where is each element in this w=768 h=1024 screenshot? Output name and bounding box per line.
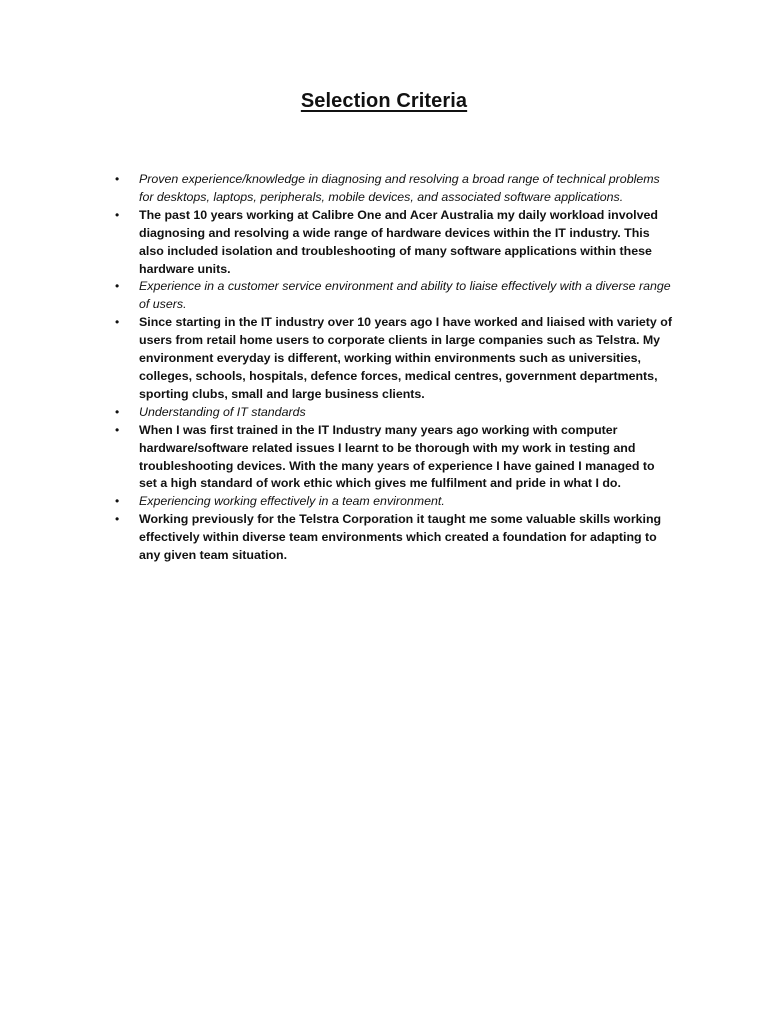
response-text: The past 10 years working at Calibre One and Acer Australia my daily workload involved diagnosing and resolving a wide range of hardware devices within the IT industry. This also included isolation and troubleshooting of many software applications within these hardware units. [139, 207, 658, 276]
list-item-response-2 [115, 314, 675, 404]
criterion-text: Experiencing working effectively in a team environment. [139, 494, 445, 509]
list-item-criterion-3 [115, 404, 675, 422]
bullet-icon: • [115, 172, 120, 186]
response-text: When I was first trained in the IT Industry many years ago working with computer hardware/software related issues I learnt to be thorough with my work in testing and troubleshooting devices. With the many years of experience I have gained I managed to set a high standard of work ethic which gives me fulfilment and pride in what I do. [139, 422, 655, 491]
list-item-criterion-1 [115, 171, 675, 207]
response-text: Since starting in the IT industry over 10 years ago I have worked and liaised with variety of users from retail home users to corporate clients in large companies such as Telstra. My environment everyday is different, working within environments such as universities, colleges, schools, hospitals, defence forces, medical centres, government departments, sporting clubs, small and large business clients. [139, 315, 672, 401]
bullet-icon: • [115, 279, 120, 294]
bullet-icon: • [115, 404, 120, 419]
bullet-icon: • [115, 315, 120, 330]
bullet-icon: • [115, 512, 120, 527]
list-item-response-3 [115, 422, 675, 494]
document-title: Selection Criteria [300, 90, 468, 112]
list-item-response-4 [115, 511, 675, 565]
criterion-text: Proven experience/knowledge in diagnosing and resolving a broad range of technical problems for desktops, laptops, peripherals, mobile devices, and associated software applications. [139, 172, 660, 204]
bullet-icon: • [115, 207, 120, 222]
criterion-text: Understanding of IT standards [139, 404, 306, 419]
response-text: Working previously for the Telstra Corporation it taught me some valuable skills working effectively within diverse team environments which created a foundation for adapting to any given team situation. [139, 512, 662, 563]
list-item-criterion-2 [115, 278, 675, 314]
bullet-icon: • [115, 494, 120, 509]
bullet-icon: • [115, 422, 120, 437]
list-item-criterion-4 [115, 493, 675, 511]
list-item-response-1 [115, 207, 675, 279]
criteria-list [115, 171, 675, 565]
criterion-text: Experience in a customer service environment and ability to liaise effectively with a diverse range of users. [139, 279, 671, 312]
